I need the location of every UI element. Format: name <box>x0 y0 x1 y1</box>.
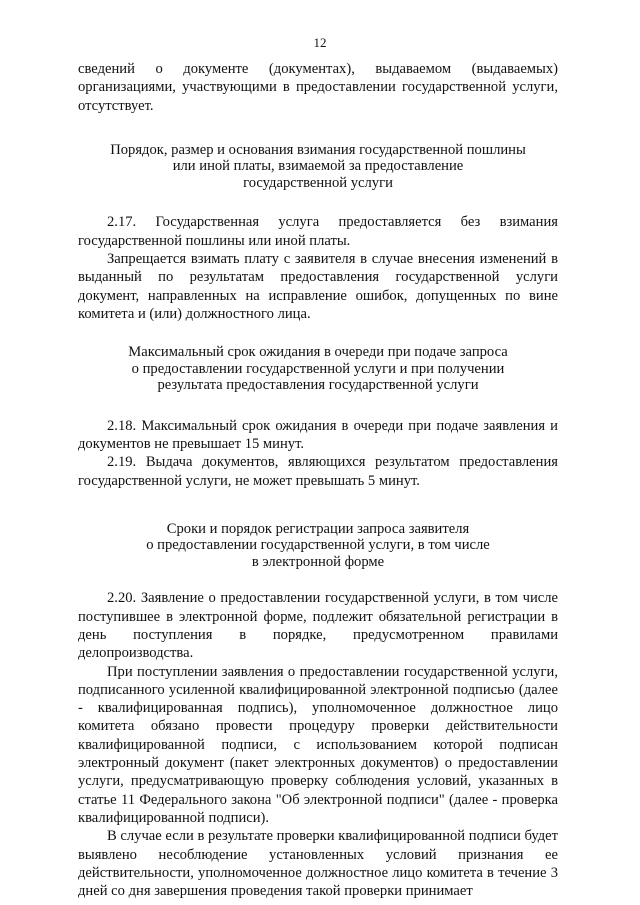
paragraph-2-19: 2.19. Выдача документов, являющихся результатом предоставления государственной услуги, не может превышать 5 минут. <box>78 454 558 489</box>
document-body <box>78 60 558 900</box>
heading-fee-line-1: Порядок, размер и основания взимания государственной пошлины <box>110 141 526 158</box>
paragraph-2-20: 2.20. Заявление о предоставлении государственной услуги, в том числе поступившее в электронной форме, подлежит обязательной регистрации в день поступления в порядке, предусмотренном правилами делопроизводства. <box>78 590 558 662</box>
heading-wait-line-3: результата предоставления государственной услуги <box>157 377 479 394</box>
page-number: 12 <box>313 35 327 50</box>
heading-wait-line-2: о предоставлении государственной услуги и при получении <box>131 360 505 377</box>
heading-registration-line-2: о предоставлении государственной услуги, в том числе <box>146 537 490 554</box>
heading-registration-line-1: Сроки и порядок регистрации запроса заявителя <box>166 520 470 537</box>
heading-fee-line-2: или иной платы, взимаемой за предоставление <box>172 158 464 175</box>
paragraph-2-17: 2.17. Государственная услуга предоставляется без взимания государственной пошлины или иной платы. <box>78 214 558 249</box>
paragraph-signature-check: При поступлении заявления о предоставлении государственной услуги, подписанного усиленной квалифицированной электронной подписью (далее - квалифицированная подпись), уполномоченное должностное лицо комитета обязано провести процедуру проверки действительности квалифицированной подписи, с использованием которой подписан электронный документ (пакет электронных документов) о предоставлении услуги, предусматривающую проверку соблюдения условий, указанных в статье 11 Федерального закона "Об электронной подписи" (далее - проверка квалифицированной подписи). <box>78 663 558 826</box>
paragraph-2-18: 2.18. Максимальный срок ожидания в очереди при подаче заявления и документов не превышает 15 минут. <box>78 417 558 452</box>
paragraph-intro: сведений о документе (документах), выдаваемом (выдаваемых) организациями, участвующими в предоставлении государственной услуги, отсутствует. <box>78 61 558 114</box>
heading-registration <box>78 521 558 571</box>
heading-wait-time <box>78 344 558 394</box>
heading-fee-line-3: государственной услуги <box>243 174 393 191</box>
paragraph-signature-failure: В случае если в результате проверки квалифицированной подписи будет выявлено несоблюдение установленных условий признания ее действительности, уполномоченное должностное лицо комитета в течение 3 дней со дня завершения проведения такой проверки принимает <box>78 828 558 900</box>
heading-registration-line-3: в электронной форме <box>251 553 385 570</box>
heading-wait-line-1: Максимальный срок ожидания в очереди при подаче запроса <box>128 344 508 361</box>
heading-fee <box>78 142 558 192</box>
paragraph-prohibit-fee: Запрещается взимать плату с заявителя в случае внесения изменений в выданный по результатам предоставления государственной услуги документ, направленных на исправление ошибок, допущенных по вине комитета и (или) должностного лица. <box>78 250 558 322</box>
